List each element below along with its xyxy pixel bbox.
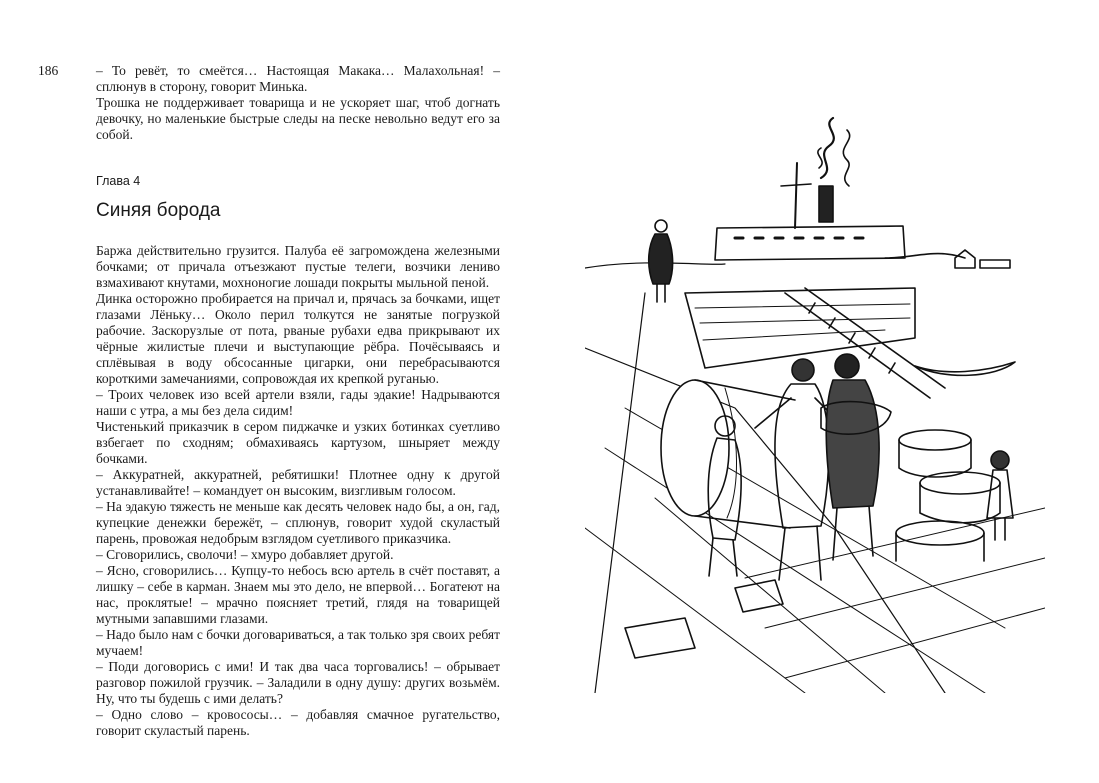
paragraph: – Одно слово – кровососы… – добавляя смачное ругательство, говорит скуластый парень. (96, 707, 500, 738)
paragraph: Динка осторожно пробирается на причал и, прячась за бочками, ищет глазами Лёньку… Около перил толкутся не занятые погрузкой рабочие. Заскорузлые от пота, рваные рубахи едва прикрывают их чёрные жилистые плечи и выступающие рёбра. Почёсываясь и сплёвывая в воду обсосанные цигарки, они перебрасываются короткими замечаниями, сопровождая их крепкой руганью. (96, 291, 500, 386)
paragraph: Чистенький приказчик в сером пиджачке и узких ботинках суетливо взбегает по сходням; обмахиваясь картузом, шныряет между бочками. (96, 419, 500, 466)
paragraph: – То ревёт, то смеётся… Настоящая Макака… Малахольная! – сплюнув в сторону, говорит Минька. (96, 63, 500, 94)
paragraph: – Надо было нам с бочки договариваться, а так только зря своих ребят мучаем! (96, 627, 500, 658)
paragraph: Трошка не поддерживает товарища и не ускоряет шаг, чтоб догнать девочку, но маленькие быстрые следы на песке невольно ведут его за собой. (96, 95, 500, 142)
chapter-label: Глава 4 (96, 174, 141, 188)
page-number: 186 (38, 63, 59, 78)
text-column (96, 63, 500, 739)
paragraph: – Аккуратней, аккуратней, ребятишки! Плотнее одну к другой устанавливайте! – командует он высоким, визгливым голосом. (96, 467, 500, 498)
paragraph: – Сговорились, сволочи! – хмуро добавляет другой. (96, 547, 394, 562)
chapter-title: Синяя борода (96, 200, 221, 221)
paragraph: Баржа действительно грузится. Палуба её загромождена железными бочками; от причала отъезжают пустые телеги, возчики лениво взмахивают кнутами, мохноногие лошади покрыты мыльной пеной. (96, 243, 500, 290)
paragraph: – Поди договорись с ими! И так два часа торговались! – обрывает разговор пожилой грузчик. – Заладили в одну душу: других возьмём. Ну, что ты будешь с ими делать? (96, 659, 500, 706)
paragraph: – Троих человек изо всей артели взяли, гады эдакие! Надрываются наши с утра, а мы без дела сидим! (96, 387, 500, 418)
barge-illustration-icon (585, 108, 1045, 693)
paragraph: – Ясно, сговорились… Купцу-то небось всю артель в счёт поставят, а лишку – себе в карман. Знаем мы это дело, не впервой… Богатеют на нас, проклятые! – мрачно поясняет третий, глядя на товарищей мутными запавшими глазами. (96, 563, 500, 626)
paragraph: – На эдакую тяжесть не меньше как десять человек надо бы, а он, гад, купецкие денежки бережёт, – сплюнув, говорит худой скуластый парень, провожая недобрым взглядом суетливого приказчика. (96, 499, 500, 546)
